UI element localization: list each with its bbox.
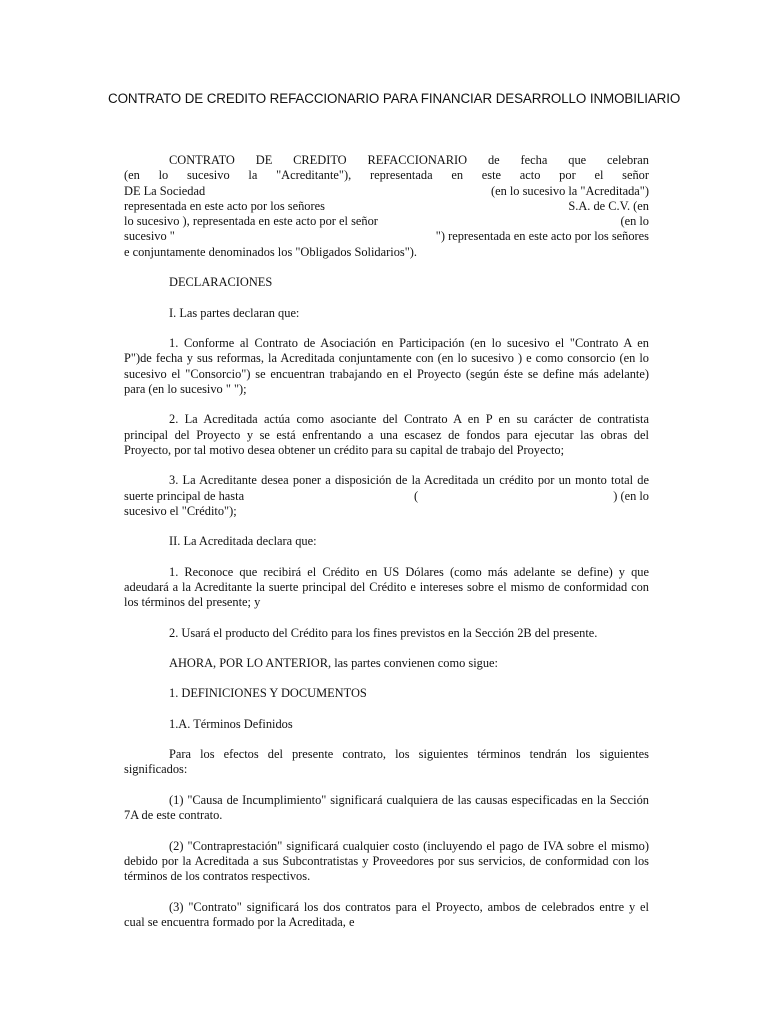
intro-line-right: S.A. de C.V. (en <box>568 198 649 213</box>
definition-1 <box>124 793 649 824</box>
paragraph-line: 1. Reconoce que recibirá el Crédito en US Dólares (como más adelante se define) y que <box>169 564 649 579</box>
paragraph-line: adeudará a la Acreditante la suerte principal del Crédito e intereses sobre el mismo de conformidad con <box>124 579 649 594</box>
definition-2 <box>124 839 649 885</box>
declaration-i-1 <box>124 336 649 397</box>
intro-line-right: (en lo sucesivo la "Acreditada") <box>490 183 649 198</box>
heading-parte-i: I. Las partes declaran que: <box>169 305 300 320</box>
paragraph-line: (1) "Causa de Incumplimiento" significará cualquiera de las causas especificadas en la Sección <box>169 792 649 807</box>
heading-declaraciones: DECLARACIONES <box>169 275 273 290</box>
intro-paragraph <box>124 153 649 260</box>
paragraph-line: 3. La Acreditante desea poner a disposición de la Acreditada un crédito por un monto total de <box>169 473 649 488</box>
heading-parte-ii: II. La Acreditada declara que: <box>169 534 317 549</box>
intro-line-right: (en lo <box>620 214 649 229</box>
paragraph-line: P")de fecha y sus reformas, la Acreditada conjuntamente con (en lo sucesivo ) e como consorcio (en lo <box>124 351 649 366</box>
definitions-intro <box>124 747 649 778</box>
document-title: CONTRATO DE CREDITO REFACCIONARIO PARA FINANCIAR DESARROLLO INMOBILIARIO <box>108 91 681 106</box>
paragraph-line: (2) "Contraprestación" significará cualquier costo (incluyendo el pago de IVA sobre el mismo) <box>169 838 649 853</box>
paragraph-line: para (en lo sucesivo " "); <box>124 381 247 396</box>
paragraph-line: cual se encuentra formado por la Acreditada, e <box>124 914 355 929</box>
document-body <box>124 153 649 930</box>
paragraph-line: Proyecto, por tal motivo desea obtener un crédito para su capital de trabajo del Proyecto; <box>124 442 565 457</box>
paragraph-line: 2. La Acreditada actúa como asociante del Contrato A en P en su carácter de contratista <box>169 412 649 427</box>
paragraph-line: significados: <box>124 762 188 777</box>
intro-line: (en lo sucesivo la "Acreditante"), representada en este acto por el señor <box>124 168 649 183</box>
paragraph-line: los términos del presente; y <box>124 595 261 610</box>
paragraph-line: principal del Proyecto y se está enfrentando a una escasez de fondos para ejecutar las obras del <box>124 427 649 442</box>
paragraph-line <box>124 489 649 504</box>
intro-line <box>124 214 649 229</box>
intro-line-left: lo sucesivo ), representada en este acto por el señor <box>124 214 378 229</box>
section-1a-heading: 1.A. Términos Definidos <box>169 716 293 731</box>
intro-line <box>124 229 649 244</box>
declaration-i-2 <box>124 412 649 458</box>
paragraph-line: términos de los contratos respectivos. <box>124 869 311 884</box>
ahora-statement: AHORA, POR LO ANTERIOR, las partes convienen como sigue: <box>169 655 498 670</box>
intro-line-right: ") representada en este acto por los señores <box>435 229 649 244</box>
intro-line: e conjuntamente denominados los "Obligados Solidarios"). <box>124 244 417 259</box>
declaration-ii-1 <box>124 565 649 611</box>
intro-line: CONTRATO DE CREDITO REFACCIONARIO de fecha que celebran <box>169 153 649 167</box>
intro-line <box>124 184 649 199</box>
section-1-heading: 1. DEFINICIONES Y DOCUMENTOS <box>169 686 367 701</box>
paragraph-line: debido por la Acreditada a sus Subcontratistas y Proveedores por sus servicios, de conformidad con los <box>124 853 649 868</box>
intro-line-left: DE La Sociedad <box>124 183 206 198</box>
paragraph-line-right: ) (en lo <box>613 488 649 503</box>
paragraph-line: 1. Conforme al Contrato de Asociación en Participación (en lo sucesivo el "Contrato A en <box>169 335 649 350</box>
intro-line <box>124 199 649 214</box>
paragraph-line-middle: ( <box>414 488 419 503</box>
definition-3 <box>124 900 649 931</box>
paragraph-line: 7A de este contrato. <box>124 808 223 823</box>
paragraph-line: (3) "Contrato" significará los dos contratos para el Proyecto, ambos de celebrados entre y el <box>169 899 649 914</box>
declaration-ii-2: 2. Usará el producto del Crédito para los fines previstos en la Sección 2B del presente. <box>169 625 598 640</box>
paragraph-line: Para los efectos del presente contrato, los siguientes términos tendrán los siguientes <box>169 747 649 762</box>
intro-line-left: sucesivo " <box>124 229 175 244</box>
paragraph-line: sucesivo el "Consorcio") se encuentran trabajando en el Proyecto (según éste se define más adelante) <box>124 366 649 381</box>
declaration-i-3 <box>124 473 649 519</box>
paragraph-line-left: suerte principal de hasta <box>124 488 245 503</box>
paragraph-line: sucesivo el "Crédito"); <box>124 503 237 518</box>
intro-line-left: representada en este acto por los señores <box>124 198 325 213</box>
